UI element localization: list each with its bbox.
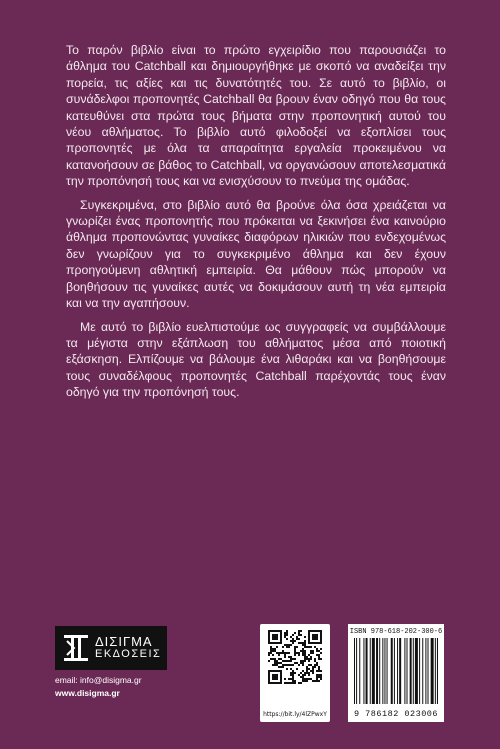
isbn-text: ISBN 978-618-202-300-6 <box>349 628 443 636</box>
blurb-paragraph-3: Με αυτό το βιβλίο ευελπιστούμε ως συγγραφείς να συμβάλλουμε τα μέγιστα στην εξάπλωση του αθλήματος μέσα από ποιοτική εξάσκηση. Ελπίζουμε να βάλουμε ένα λιθαράκι και να βοηθήσουμε τους συναδέλφους προπονητές Catchball παρέχοντάς τους έναν οδηγό για την προπόνησή τους. <box>66 319 446 400</box>
publisher-logo-box <box>55 626 167 670</box>
ean-digits: 9 786182 023006 <box>353 709 438 719</box>
isbn-barcode-block <box>348 624 444 722</box>
blurb-paragraph-2: Συγκεκριμένα, στο βιβλίο αυτό θα βρούνε όλα όσα χρειάζεται να γνωρίζει ένας προπονητής που πρόκειται να ξεκινήσει ένα καινούριο άθλημα προπονώντας γυναίκες διαφόρων ηλικιών που ενδεχομένως δεν γνωρίζουν για το συγκεκριμένο άθλημα και δεν έχουν προηγούμενη αθλητική εμπειρία. Θα μάθουν πώς μπορούν να βοηθήσουν τις γυναίκες αυτές να δοκιμάσουν αυτή τη νέα εμπειρία και να την αγαπήσουν. <box>66 197 446 311</box>
blurb-paragraph-1: Το παρόν βιβλίο είναι το πρώτο εγχειρίδιο που παρουσιάζει το άθλημα του Catchball και δημιουργήθηκε με σκοπό να αναδείξει την πορεία, τις αξίες και τις δυνατότητές του. Σε αυτό το βιβλίο, οι συνάδελφοι προπονητές Catchball θα βρουν έναν οδηγό που θα τους κατευθύνει στα πρώτα τους βήματα στην προπονητική αυτού του νέου αθλήματος. Το βιβλίο αυτό φιλοδοξεί να εξοπλίσει τους προπονητές με όλα τα απαραίτητα εργαλεία προκειμένου να κατανοήσουν σε βάθος το Catchball, να οργανώσουν αποτελεσματικά την προπόνησή τους και να ενισχύσουν το πνεύμα της ομάδας. <box>66 43 446 189</box>
publisher-contact <box>55 674 167 700</box>
publisher-email: email: info@disigma.gr <box>55 675 142 685</box>
publisher-website: www.disigma.gr <box>55 688 120 698</box>
qr-code-block <box>260 624 330 722</box>
disigma-logo-icon <box>63 633 89 663</box>
barcode-icon <box>354 638 438 704</box>
publisher-name-line1: ΔΙΣΙΓΜΑ <box>95 634 153 649</box>
qr-link-text: https://bit.ly/4lZPwxY <box>263 711 327 718</box>
publisher-name <box>95 635 161 661</box>
publisher-block <box>55 626 167 720</box>
back-cover-blurb <box>66 42 446 408</box>
qr-code-icon <box>268 630 322 684</box>
publisher-name-line2: ΕΚΔΟΣΕΙΣ <box>95 648 162 660</box>
